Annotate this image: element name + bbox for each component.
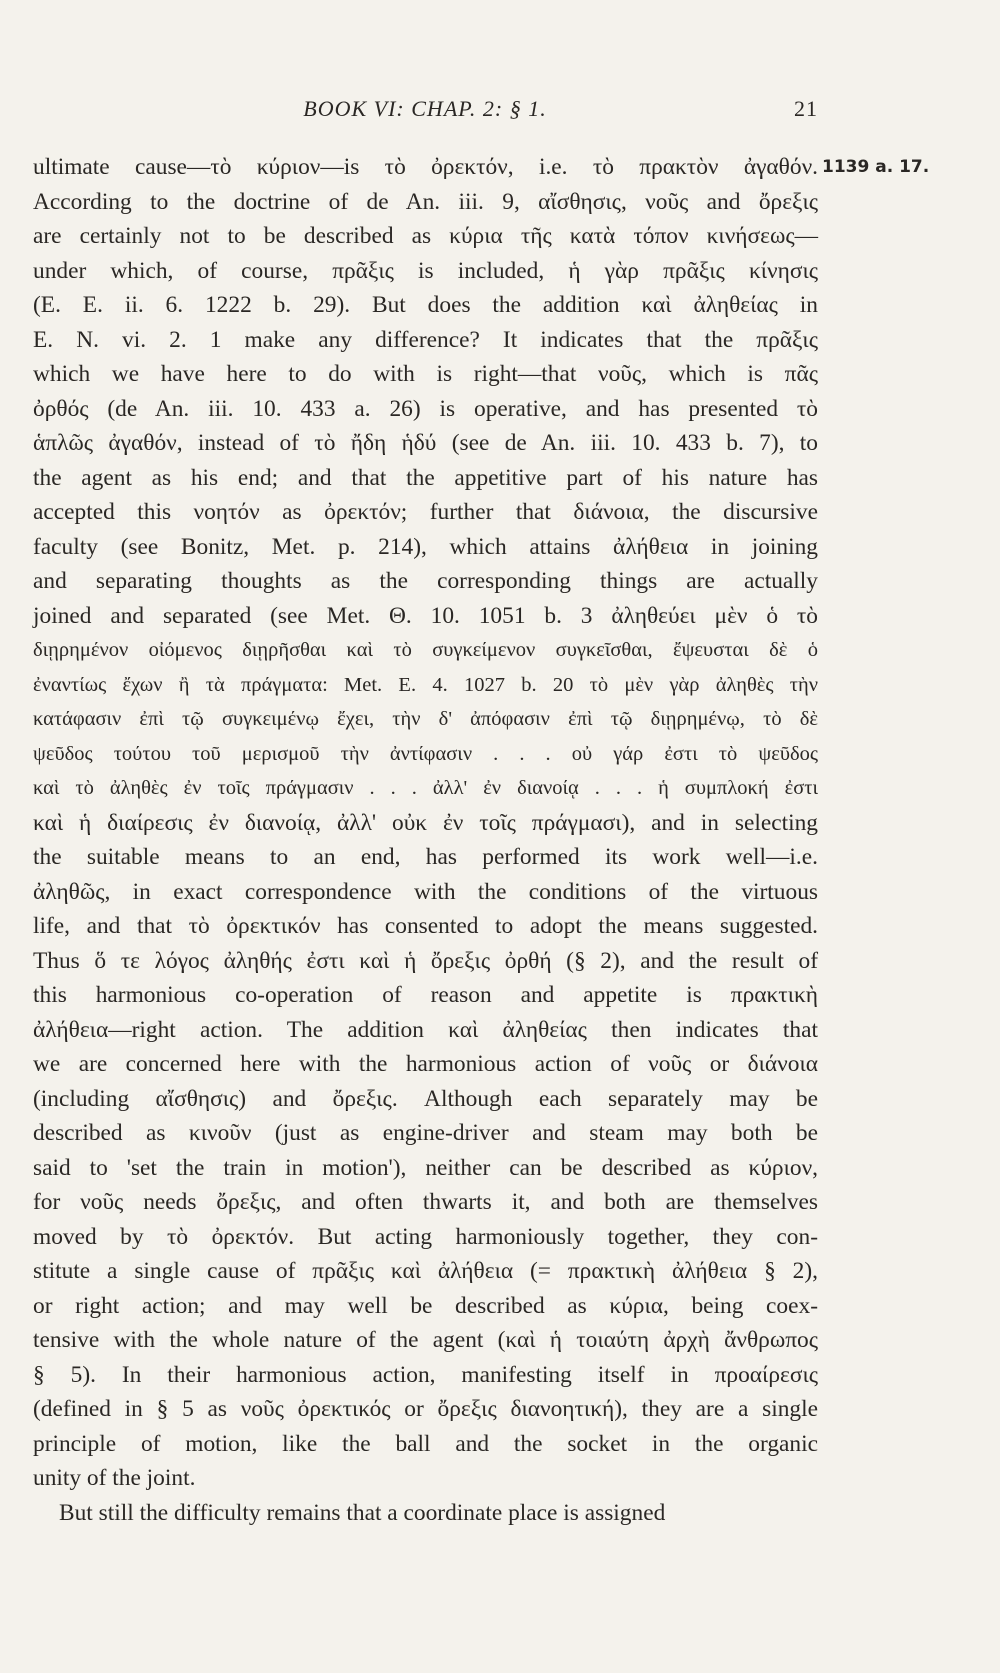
text-line: (including αἴσθησις) and ὄρεξις. Although each separately may be (33, 1085, 818, 1112)
text-line: ἁπλῶς ἀγαθόν, instead of τὸ ἤδη ἡδύ (see de An. iii. 10. 433 b. 7), to (33, 430, 818, 456)
running-head (32, 96, 818, 130)
text-line: According to the doctrine of de An. iii. 9, αἴσθησις, νοῦς and ὄρεξις (33, 188, 818, 215)
text-line: ψεῦδος τούτου τοῦ μερισμοῦ τὴν ἀντίφασιν . . . οὐ γάρ ἐστι τὸ ψεῦδος (33, 742, 818, 765)
text-line: for νοῦς needs ὄρεξις, and often thwarts it, and both are themselves (33, 1189, 818, 1215)
text-line: life, and that τὸ ὀρεκτικόν has consented to adopt the means suggested. (33, 913, 818, 939)
text-line: moved by τὸ ὀρεκτόν. But acting harmoniously together, they con- (33, 1223, 818, 1250)
text-line: But still the difficulty remains that a coordinate place is assigned (59, 1499, 666, 1526)
text-line: under which, of course, πρᾶξις is included, ἡ γὰρ πρᾶξις κίνησις (33, 257, 818, 284)
text-line: unity of the joint. (33, 1465, 196, 1491)
text-line: E. N. vi. 2. 1 make any difference? It indicates that the πρᾶξις (33, 326, 818, 353)
text-line: accepted this νοητόν as ὀρεκτόν; further that διάνοια, the discursive (33, 499, 818, 525)
text-line: καὶ ἡ διαίρεσις ἐν διανοίᾳ, ἀλλ' οὐκ ἐν τοῖς πράγμασι), and in selecting (33, 809, 818, 836)
text-line: ἀληθῶς, in exact correspondence with the conditions of the virtuous (33, 878, 818, 905)
margin-reference: 1139 a. 17. (822, 157, 930, 177)
text-line: κατάφασιν ἐπὶ τῷ συγκειμένῳ ἔχει, τὴν δ' ἀπόφασιν ἐπὶ τῷ διῃρημένῳ, τὸ δὲ (33, 708, 818, 730)
text-line: faculty (see Bonitz, Met. p. 214), which attains ἀλήθεια in joining (33, 533, 818, 560)
text-line: described as κινοῦν (just as engine-driver and steam may both be (33, 1120, 818, 1146)
text-line: § 5). In their harmonious action, manifesting itself in προαίρεσις (33, 1361, 818, 1388)
text-line: ἀλήθεια—right action. The addition καὶ ἀληθείας then indicates that (33, 1016, 818, 1043)
text-line: or right action; and may well be described as κύρια, being coex- (33, 1292, 818, 1319)
text-line: ultimate cause—τὸ κύριον—is τὸ ὀρεκτόν, i.e. τὸ πρακτὸν ἀγαθόν. (33, 154, 818, 180)
text-line: Thus ὅ τε λόγος ἀληθής ἐστι καὶ ἡ ὄρεξις ὀρθή (§ 2), and the result of (33, 947, 818, 974)
text-line: joined and separated (see Met. Θ. 10. 1051 b. 3 ἀληθεύει μὲν ὁ τὸ (33, 602, 818, 629)
text-line: the suitable means to an end, has performed its work well—i.e. (33, 844, 818, 870)
text-line: we are concerned here with the harmonious action of νοῦς or διάνοια (33, 1051, 818, 1077)
text-line: and separating thoughts as the corresponding things are actually (33, 568, 818, 594)
text-line: (E. E. ii. 6. 1222 b. 29). But does the addition καὶ ἀληθείας in (33, 292, 818, 318)
text-line: said to 'set the train in motion'), neither can be described as κύριον, (33, 1154, 818, 1181)
text-line: καὶ τὸ ἀληθὲς ἐν τοῖς πράγμασιν . . . ἀλλ' ἐν διανοίᾳ . . . ἡ συμπλοκή ἐστι (33, 777, 818, 799)
chapter-heading: BOOK VI: CHAP. 2: § 1. (303, 96, 547, 121)
text-line: διῃρημένον οἰόμενος διῃρῆσθαι καὶ τὸ συγκείμενον συγκεῖσθαι, ἔψευσται δὲ ὁ (33, 639, 818, 661)
text-line: (defined in § 5 as νοῦς ὀρεκτικός or ὄρεξις διανοητική), they are a single (33, 1396, 818, 1422)
text-line: the agent as his end; and that the appetitive part of his nature has (33, 464, 818, 491)
text-line: principle of motion, like the ball and the socket in the organic (33, 1430, 818, 1457)
text-line: this harmonious co-operation of reason and appetite is πρακτικὴ (33, 982, 818, 1008)
text-line: stitute a single cause of πρᾶξις καὶ ἀλήθεια (= πρακτικὴ ἀλήθεια § 2), (33, 1258, 818, 1284)
text-line: ὀρθός (de An. iii. 10. 433 a. 26) is operative, and has presented τὸ (33, 395, 818, 422)
text-line: which we have here to do with is right—that νοῦς, which is πᾶς (33, 361, 818, 387)
body-text (33, 150, 818, 1530)
page-number: 21 (794, 96, 818, 121)
text-line: tensive with the whole nature of the agent (καὶ ἡ τοιαύτη ἀρχὴ ἄνθρωπος (33, 1327, 818, 1353)
text-line: ἐναντίως ἔχων ἢ τὰ πράγματα: Met. E. 4. 1027 b. 20 τὸ μὲν γὰρ ἀληθὲς τὴν (33, 673, 818, 696)
text-line: are certainly not to be described as κύρια τῆς κατὰ τόπον κινήσεως— (33, 223, 818, 249)
